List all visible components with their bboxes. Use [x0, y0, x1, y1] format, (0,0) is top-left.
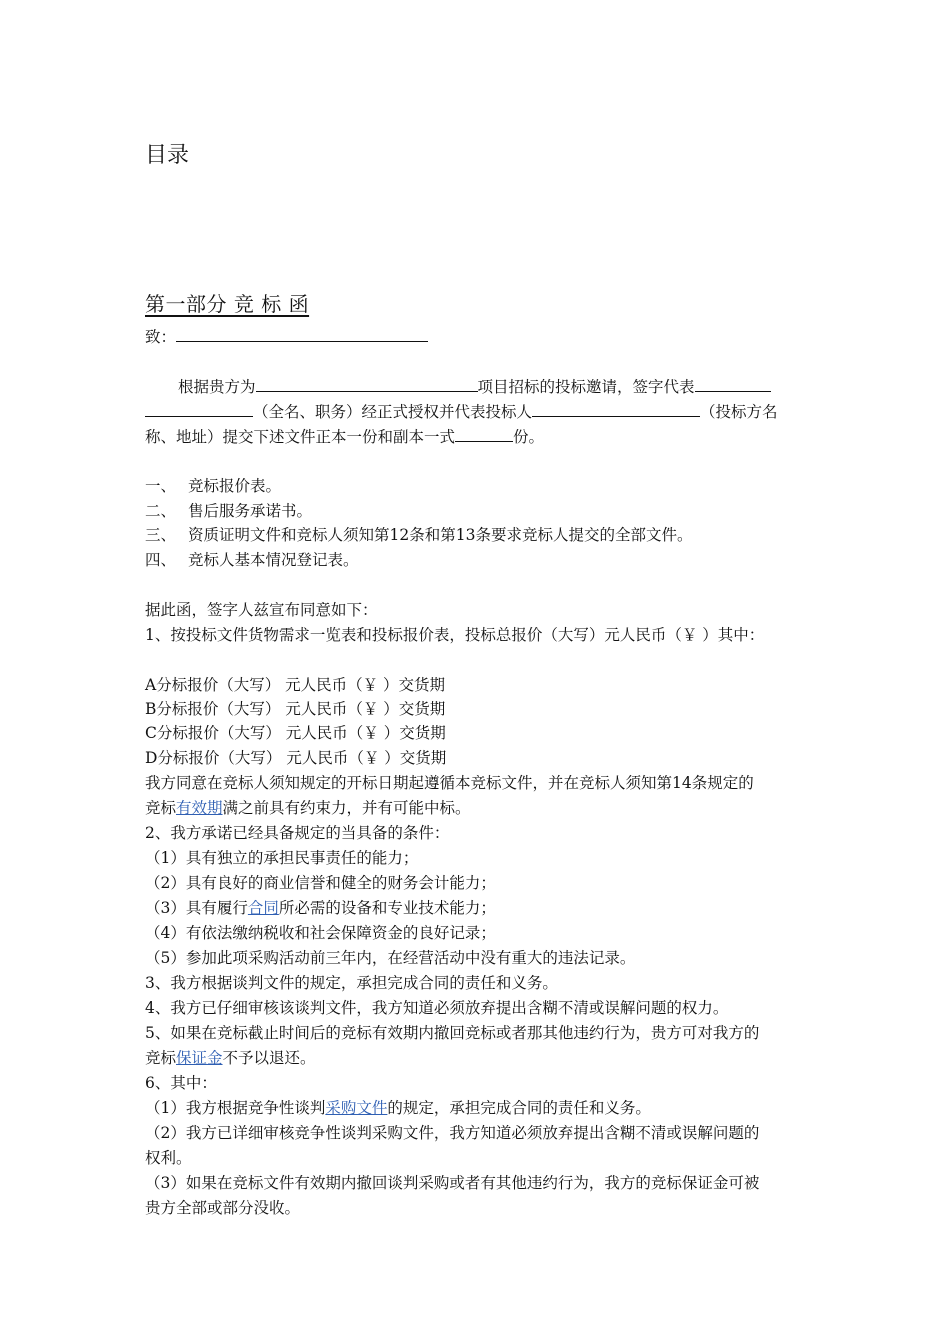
validity-pre: 竞标: [145, 799, 177, 817]
para1-line1: [178, 375, 771, 398]
condition-3: [145, 897, 496, 919]
sub6-3-line1: （3）如果在竞标文件有效期内撤回谈判采购或者有其他违约行为，我方的竞标保证金可被: [145, 1174, 760, 1192]
list-item: [145, 500, 312, 522]
item-2: 2、我方承诺已经具备规定的当具备的条件：: [145, 824, 450, 842]
item-1: 1、按投标文件货物需求一览表和投标报价表，投标总报价（大写）元人民币（￥ ）其中：: [145, 626, 765, 644]
list-text: 售后服务承诺书。: [188, 502, 313, 520]
sub6-1-pre: （1）我方根据竞争性谈判: [145, 1099, 326, 1117]
item-3: 3、我方根据谈判文件的规定，承担完成合同的责任和义务。: [145, 974, 558, 992]
to-label: 致：: [145, 328, 177, 346]
item-5-pre: 竞标: [145, 1049, 177, 1067]
list-text: 资质证明文件和竞标人须知第12条和第13条要求竞标人提交的全部文件。: [188, 526, 693, 544]
condition-5: （5）参加此项采购活动前三年内，在经营活动中没有重大的违法记录。: [145, 949, 636, 967]
sub6-1-post: 的规定，承担完成合同的责任和义务。: [387, 1099, 651, 1117]
para1-line2: [145, 400, 778, 423]
sub6-2-line2: 权利。: [145, 1149, 192, 1167]
signer-blank-cont: [145, 400, 253, 417]
list-number: 二、: [145, 502, 177, 520]
list-item: [145, 475, 281, 497]
list-number: 三、: [145, 526, 177, 544]
lot-a: A分标报价（大写） 元人民币（￥ ）交货期: [145, 676, 446, 694]
item-5-line1: 5、如果在竞标截止时间后的竞标有效期内撤回竞标或者那其他违约行为，贵方可对我方的: [145, 1024, 760, 1042]
list-text: 竞标报价表。: [188, 477, 282, 495]
para1-text-a: 根据贵方为: [178, 378, 256, 396]
validity-link[interactable]: 有效期: [176, 799, 223, 817]
addressee-line: [145, 325, 428, 348]
para1-text-c: （全名、职务）经正式授权并代表投标人: [253, 403, 533, 421]
item-6: 6、其中：: [145, 1074, 217, 1092]
contract-link[interactable]: 合同: [247, 899, 279, 917]
sub6-1: [145, 1097, 651, 1119]
item-4: 4、我方已仔细审核该谈判文件，我方知道必须放弃提出含糊不清或误解问题的权力。: [145, 999, 729, 1017]
validity-post: 满之前具有约束力，并有可能中标。: [222, 799, 471, 817]
lot-c: C分标报价（大写） 元人民币（￥ ）交货期: [145, 724, 446, 742]
para1-text-f: 份。: [513, 428, 545, 446]
item-5-line2: [145, 1047, 316, 1069]
lot-b: B分标报价（大写） 元人民币（￥ ）交货期: [145, 700, 446, 718]
lot-d: D分标报价（大写） 元人民币（￥ ）交货期: [145, 749, 447, 767]
signer-blank: [695, 375, 771, 392]
condition-1: （1）具有独立的承担民事责任的能力；: [145, 849, 419, 867]
condition-4: （4）有依法缴纳税收和社会保障资金的良好记录；: [145, 924, 496, 942]
part-title: 第一部分 竞 标 函: [145, 292, 310, 316]
condition-3-pre: （3）具有履行: [145, 899, 248, 917]
para1-line3: [145, 425, 544, 448]
validity-line1: 我方同意在竞标人须知规定的开标日期起遵循本竞标文件，并在竞标人须知第14条规定的: [145, 774, 754, 792]
list-item: [145, 549, 359, 571]
para1-text-b: 项目招标的投标邀请，签字代表: [477, 378, 695, 396]
copies-blank: [455, 425, 513, 442]
bidder-blank: [532, 400, 700, 417]
procurement-doc-link[interactable]: 采购文件: [325, 1099, 388, 1117]
condition-2: （2）具有良好的商业信誉和健全的财务会计能力；: [145, 874, 496, 892]
list-number: 四、: [145, 551, 177, 569]
declaration: 据此函，签字人兹宣布同意如下：: [145, 601, 378, 619]
item-5-post: 不予以退还。: [222, 1049, 316, 1067]
addressee-blank: [176, 325, 428, 342]
sub6-3-line2: 贵方全部或部分没收。: [145, 1199, 301, 1217]
para1-text-d: （投标方名: [700, 403, 778, 421]
para1-text-e: 称、地址）提交下述文件正本一份和副本一式: [145, 428, 456, 446]
condition-3-post: 所必需的设备和专业技术能力；: [278, 899, 496, 917]
validity-line2: [145, 797, 471, 819]
sub6-2-line1: （2）我方已详细审核竞争性谈判采购文件，我方知道必须放弃提出含糊不清或误解问题的: [145, 1124, 760, 1142]
deposit-link[interactable]: 保证金: [176, 1049, 223, 1067]
list-text: 竞标人基本情况登记表。: [188, 551, 359, 569]
page-title: 目录: [145, 143, 190, 168]
list-number: 一、: [145, 477, 177, 495]
list-item: [145, 524, 692, 546]
project-blank: [256, 375, 478, 392]
